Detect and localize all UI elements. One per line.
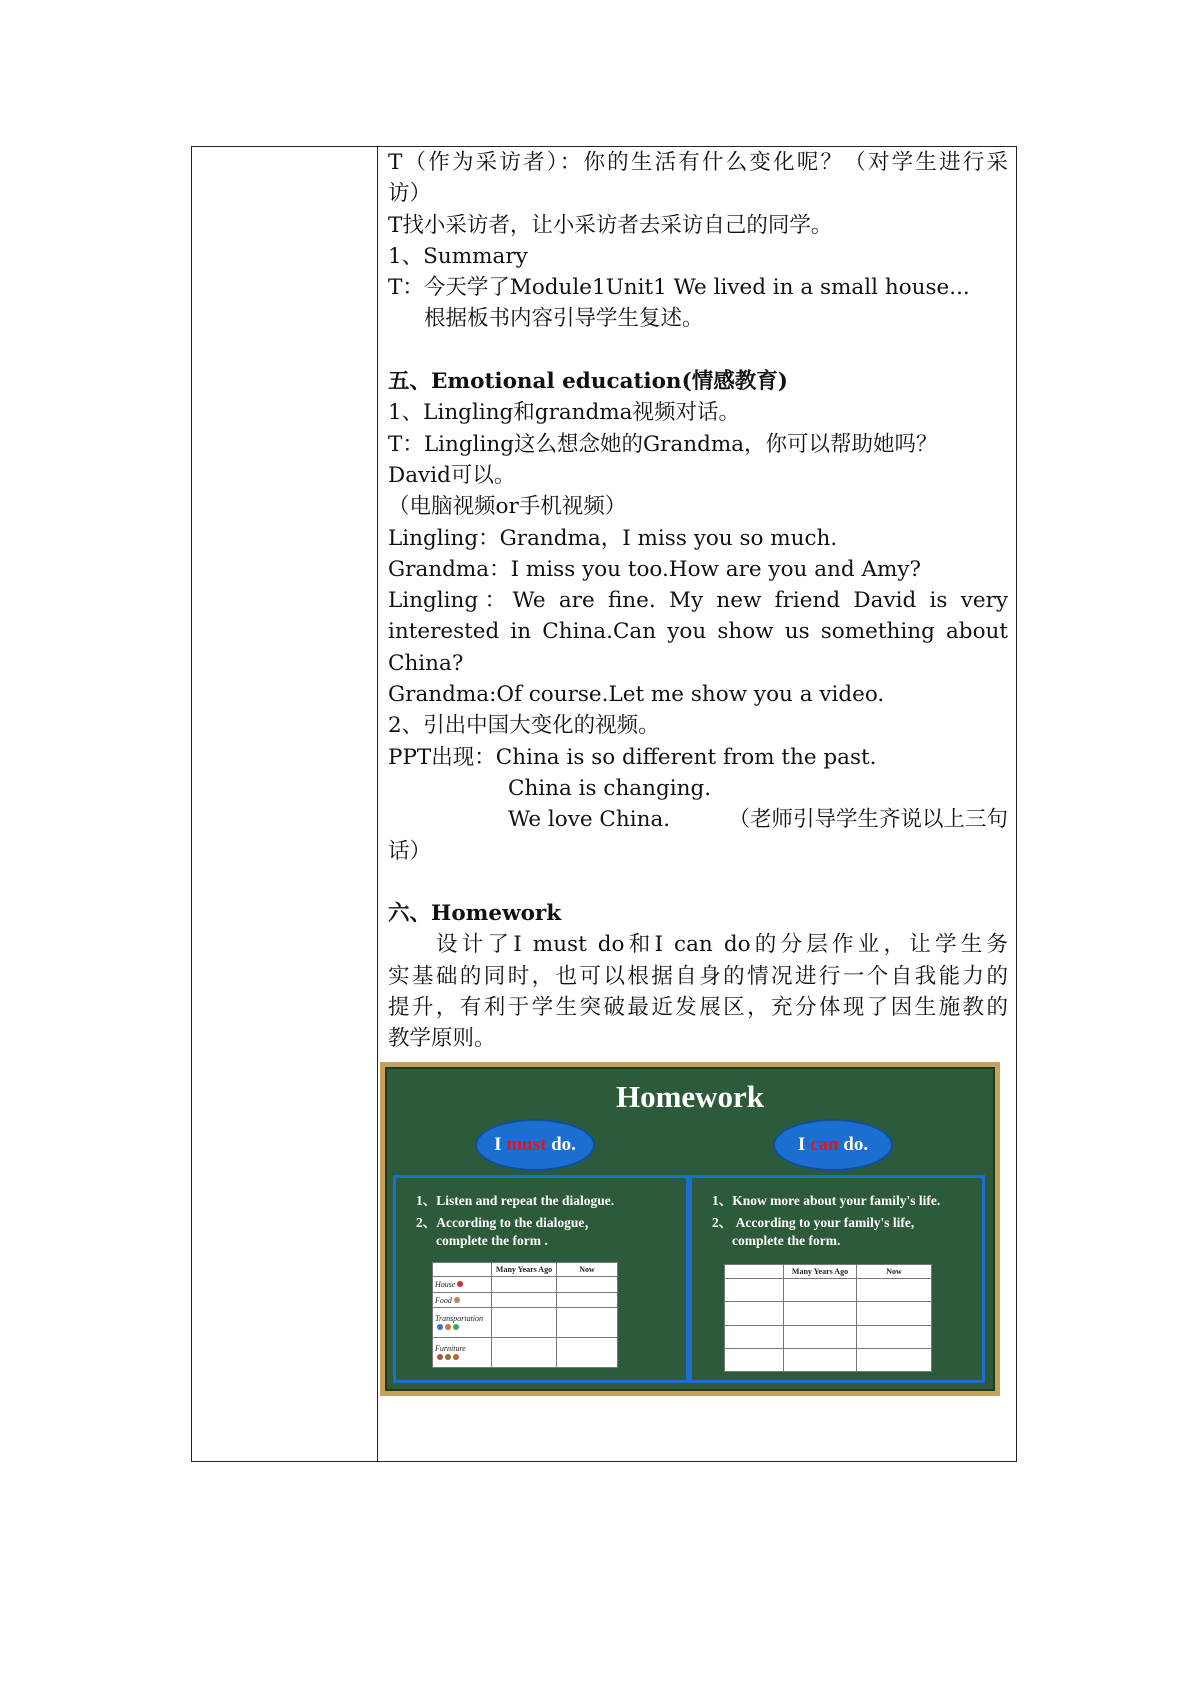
form-cell (725, 1348, 784, 1371)
text-line: 1、Summary (388, 243, 528, 269)
lesson-table (191, 146, 1017, 1462)
task-text: 1、Listen and repeat the dialogue. (416, 1193, 615, 1208)
text-line (388, 804, 1008, 835)
furniture-icon (437, 1354, 443, 1360)
text-segment: We love China. (508, 807, 671, 833)
text-line: 话） (388, 838, 432, 864)
form-cell (857, 1302, 932, 1325)
badge-text: I (494, 1134, 502, 1155)
must-do-form (432, 1262, 618, 1368)
section-heading-emotional: 五、Emotional education(情感教育) (388, 369, 788, 395)
text-line: 实基础的同时，也可以根据自身的情况进行一个自我能力的 (388, 963, 1008, 989)
text-line: T：Lingling这么想念她的Grandma，你可以帮助她吗？ (388, 431, 938, 457)
text-line: Lingling：We are fine. My new friend David is very (388, 588, 1008, 614)
text-line: 1、Lingling和grandma视频对话。 (388, 400, 740, 426)
form-header: Now (857, 1265, 932, 1279)
form-cell (725, 1279, 784, 1302)
text-line: 访） (388, 181, 432, 207)
form-cell (784, 1348, 857, 1371)
text-line: T（作为采访者）：你的生活有什么变化呢？（对学生进行采 (388, 150, 1008, 175)
form-cell (557, 1277, 618, 1293)
furniture-icon (445, 1354, 451, 1360)
form-cell (725, 1265, 784, 1279)
form-cell (557, 1338, 618, 1368)
text-line: Grandma:Of course.Let me show you a video. (388, 682, 885, 708)
text-line: T找小采访者，让小采访者去采访自己的同学。 (388, 212, 833, 238)
text-line: interested in China.Can you show us something about (388, 619, 1008, 645)
form-cell (492, 1338, 557, 1368)
task-text: 2、 According to your family's life, (712, 1215, 915, 1230)
furniture-icon (453, 1354, 459, 1360)
transport-icon (453, 1324, 459, 1330)
lesson-content (388, 147, 1008, 1055)
text-line: （电脑视频or手机视频） (388, 494, 627, 520)
homework-board-image (380, 1062, 1000, 1396)
must-do-badge (475, 1119, 595, 1171)
form-category (433, 1292, 492, 1308)
blank-line (388, 335, 1008, 366)
chalkboard (385, 1067, 995, 1391)
text-line: 设计了I must do和I can do的分层作业，让学生务 (436, 932, 1008, 958)
category-label: Food (435, 1295, 452, 1305)
form-cell (492, 1277, 557, 1293)
category-label: Furniture (435, 1343, 466, 1353)
task-text: complete the form . (436, 1233, 548, 1248)
must-do-box (393, 1175, 689, 1383)
text-line: China is changing. (508, 775, 712, 801)
form-header: Many Years Ago (784, 1265, 857, 1279)
badge-text: do. (843, 1134, 869, 1155)
form-cell (725, 1302, 784, 1325)
form-cell (492, 1308, 557, 1338)
form-cell (857, 1348, 932, 1371)
transport-icon (437, 1324, 443, 1330)
food-icon (454, 1297, 460, 1303)
badge-text: I (797, 1134, 806, 1155)
section-heading-homework: 六、Homework (388, 901, 562, 927)
form-header: Now (557, 1263, 618, 1277)
can-do-form (724, 1264, 932, 1372)
task-text: 2、According to the dialogue， (416, 1215, 598, 1230)
form-cell (784, 1325, 857, 1348)
form-cell (784, 1279, 857, 1302)
text-line: T：今天学了Module1Unit1 We lived in a small house... (388, 275, 970, 301)
text-line: 提升，有利于学生突破最近发展区，充分体现了因生施教的 (388, 995, 1008, 1021)
text-segment: （老师引导学生齐说以上三句 (728, 807, 1008, 833)
badge-text: do. (551, 1134, 576, 1155)
form-cell (857, 1279, 932, 1302)
text-line: 2、引出中国大变化的视频。 (388, 713, 660, 739)
text-line: 根据板书内容引导学生复述。 (424, 306, 704, 332)
category-label: Transportation (435, 1313, 484, 1323)
task-text: 1、Know more about your family's life. (712, 1193, 941, 1208)
form-cell (557, 1308, 618, 1338)
form-cell (557, 1292, 618, 1308)
column-divider (377, 147, 378, 1461)
badge-highlight: can (810, 1134, 839, 1155)
text-line: China? (388, 650, 464, 676)
house-icon (457, 1281, 463, 1287)
text-line: Lingling：Grandma，I miss you so much. (388, 525, 838, 551)
form-cell (725, 1325, 784, 1348)
category-label: House (435, 1279, 456, 1289)
form-category (433, 1277, 492, 1293)
text-line: PPT出现：China is so different from the past. (388, 744, 877, 770)
transport-icon (445, 1324, 451, 1330)
text-line: Grandma：I miss you too.How are you and Amy? (388, 556, 922, 582)
text-line: David可以。 (388, 462, 516, 488)
can-do-box (689, 1175, 985, 1383)
form-cell (492, 1292, 557, 1308)
form-header: Many Years Ago (492, 1263, 557, 1277)
text-line: 教学原则。 (388, 1026, 496, 1052)
form-category (433, 1308, 492, 1338)
can-do-badge (773, 1119, 893, 1171)
form-cell (857, 1325, 932, 1348)
badge-highlight: must (506, 1134, 547, 1155)
form-cell (784, 1302, 857, 1325)
board-title: Homework (615, 1079, 765, 1114)
task-text: complete the form. (732, 1233, 841, 1248)
form-category (433, 1338, 492, 1368)
form-cell (433, 1263, 492, 1277)
blank-line (388, 867, 1008, 898)
